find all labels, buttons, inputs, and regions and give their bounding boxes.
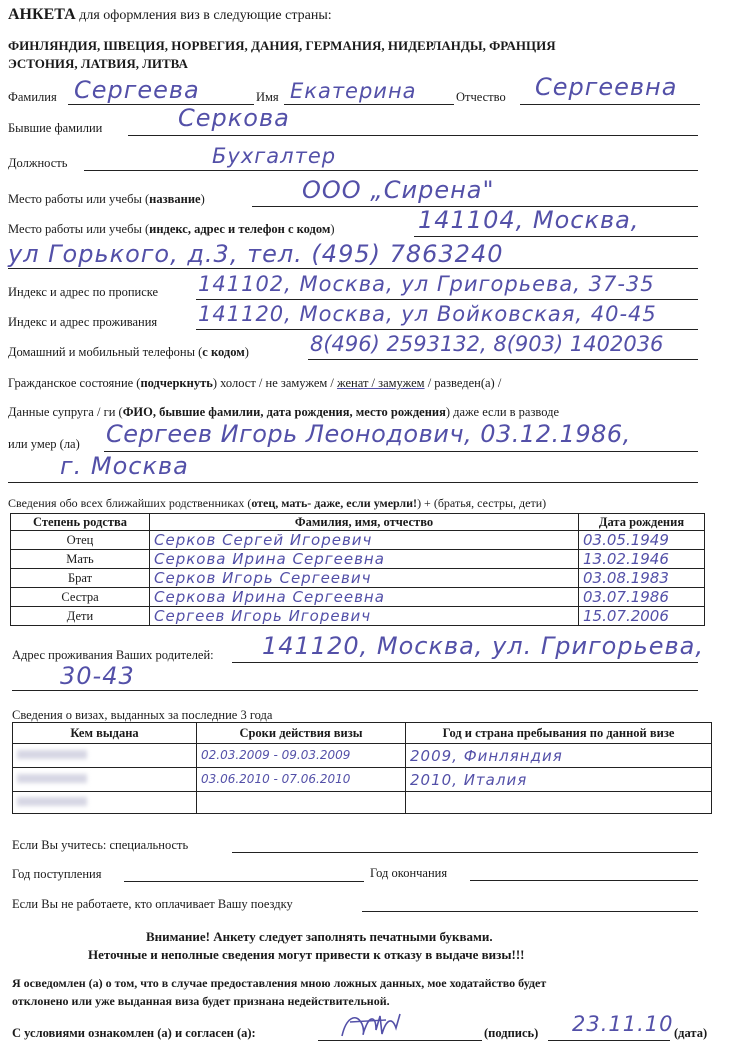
work-name-label bbox=[8, 192, 205, 207]
civil-label-start: Гражданское состояние ( bbox=[8, 376, 141, 390]
payer-line[interactable] bbox=[362, 911, 698, 912]
notice-line-2: Неточные и неполные сведения могут привести к отказу в выдаче визы!!! bbox=[88, 947, 525, 962]
relative-degree: Отец bbox=[11, 531, 150, 550]
table-row bbox=[11, 550, 705, 569]
work-addr-value-1[interactable]: 141104, Москва, bbox=[418, 206, 640, 234]
signature-scribble[interactable] bbox=[336, 1006, 416, 1046]
col-stay: Год и страна пребывания по данной визе bbox=[406, 723, 712, 744]
visa-stay-cell[interactable] bbox=[406, 792, 712, 814]
relatives-intro-start: Сведения обо всех ближайших родственниках ( bbox=[8, 496, 252, 510]
relative-name: Сергеев Игорь Игоревич bbox=[154, 607, 372, 625]
work-addr-line-2 bbox=[8, 268, 698, 269]
consent-label: С условиями ознакомлен (а) и согласен (а): bbox=[12, 1026, 256, 1040]
work-addr-label bbox=[8, 222, 335, 237]
relative-name-cell[interactable] bbox=[150, 531, 579, 550]
former-value[interactable]: Серкова bbox=[178, 104, 290, 132]
civil-rest: / разведен(а) / bbox=[427, 376, 502, 390]
redacted-mark bbox=[17, 797, 87, 806]
reg-value[interactable]: 141102, Москва, ул Григорьева, 37-35 bbox=[198, 272, 655, 296]
relatives-intro-end: ) + (братья, сестры, дети) bbox=[417, 496, 547, 510]
relative-date-cell[interactable] bbox=[579, 569, 705, 588]
phones-label-bold: с кодом bbox=[202, 345, 245, 359]
spouse-label-bold: ФИО, бывшие фамилии, дата рождения, место рождения bbox=[122, 405, 446, 419]
live-line bbox=[196, 329, 698, 330]
relative-name-cell[interactable] bbox=[150, 607, 579, 626]
notice-line-1: Внимание! Анкету следует заполнять печатными буквами. bbox=[146, 929, 493, 944]
declaration-line-2: отклонено или уже выданная виза будет признана недействительной. bbox=[12, 994, 390, 1008]
relative-date: 13.02.1946 bbox=[583, 550, 669, 568]
col-issued-by: Кем выдана bbox=[13, 723, 197, 744]
position-label: Должность bbox=[8, 156, 68, 170]
name-value[interactable]: Екатерина bbox=[290, 79, 417, 103]
visa-stay: 2010, Италия bbox=[410, 770, 528, 789]
relatives-intro-bold: отец, мать- даже, если умерли! bbox=[251, 496, 418, 510]
date-line bbox=[548, 1040, 670, 1041]
relative-degree: Мать bbox=[11, 550, 150, 569]
position-line bbox=[84, 170, 698, 171]
work-name-label-end: ) bbox=[200, 192, 205, 206]
relative-date: 03.07.1986 bbox=[583, 588, 669, 606]
work-addr-line-1 bbox=[414, 236, 698, 237]
parents-address-label: Адрес проживания Ваших родителей: bbox=[12, 648, 214, 662]
civil-selected[interactable]: женат / замужем bbox=[337, 376, 425, 390]
visas-table bbox=[12, 722, 712, 814]
date-value[interactable]: 23.11.10 bbox=[572, 1012, 674, 1036]
parents-address-value-1[interactable]: 141120, Москва, ул. Григорьева, bbox=[262, 632, 704, 660]
col-birthdate: Дата рождения bbox=[579, 514, 705, 531]
surname-label: Фамилия bbox=[8, 90, 57, 104]
spouse-value-1[interactable]: Сергеев Игорь Леонодович, 03.12.1986, bbox=[106, 420, 631, 448]
relative-date-cell[interactable] bbox=[579, 550, 705, 569]
civil-label-end: ) холост / не замужем / bbox=[212, 376, 334, 390]
relative-date-cell[interactable] bbox=[579, 531, 705, 550]
reg-label: Индекс и адрес по прописке bbox=[8, 285, 159, 299]
visa-stay-cell[interactable] bbox=[406, 768, 712, 792]
graduation-line[interactable] bbox=[470, 880, 698, 881]
admission-line[interactable] bbox=[124, 881, 364, 882]
table-row bbox=[11, 607, 705, 626]
payer-label: Если Вы не работаете, кто оплачивает Вашу поездку bbox=[12, 897, 293, 911]
relative-name-cell[interactable] bbox=[150, 588, 579, 607]
visa-period-cell[interactable] bbox=[197, 744, 406, 768]
visa-stay: 2009, Финляндия bbox=[410, 746, 563, 765]
relative-name: Серков Сергей Игоревич bbox=[154, 531, 373, 549]
phones-value[interactable]: 8(496) 2593132, 8(903) 1402036 bbox=[310, 332, 664, 356]
visa-period: 03.06.2010 - 07.06.2010 bbox=[201, 772, 351, 787]
visa-stay-cell[interactable] bbox=[406, 744, 712, 768]
phones-label-end: ) bbox=[244, 345, 249, 359]
table-row bbox=[13, 744, 712, 768]
title-bold: АНКЕТА bbox=[8, 6, 76, 23]
relative-date-cell[interactable] bbox=[579, 588, 705, 607]
former-line bbox=[128, 135, 698, 136]
relative-name: Серкова Ирина Сергеевна bbox=[154, 588, 385, 606]
declaration-line-1: Я осведомлен (а) о том, что в случае предоставления мною ложных данных, мое ходатайство будет bbox=[12, 976, 547, 990]
phones-line bbox=[308, 359, 698, 360]
relative-date: 03.08.1983 bbox=[583, 569, 669, 587]
relatives-header-row bbox=[11, 514, 705, 531]
surname-value[interactable]: Сергеева bbox=[74, 76, 200, 104]
civil-label-bold: подчеркнуть bbox=[140, 376, 213, 390]
live-value[interactable]: 141120, Москва, ул Войковская, 40-45 bbox=[198, 302, 657, 326]
work-addr-value-2[interactable]: ул Горького, д.3, тел. (495) 7863240 bbox=[8, 240, 504, 268]
patronymic-value[interactable]: Сергеевна bbox=[535, 73, 678, 101]
date-label: (дата) bbox=[674, 1026, 708, 1040]
redacted-mark bbox=[17, 774, 87, 783]
visa-period-cell[interactable] bbox=[197, 792, 406, 814]
relative-name-cell[interactable] bbox=[150, 569, 579, 588]
name-line bbox=[284, 104, 454, 105]
col-validity: Сроки действия визы bbox=[197, 723, 406, 744]
reg-line bbox=[196, 299, 698, 300]
parents-address-line-2 bbox=[12, 690, 698, 691]
visa-issued-by[interactable] bbox=[13, 744, 197, 768]
table-row bbox=[11, 588, 705, 607]
table-row bbox=[13, 792, 712, 814]
redacted-mark bbox=[17, 750, 87, 759]
spouse-line-1 bbox=[104, 451, 698, 452]
visas-header-row bbox=[13, 723, 712, 744]
work-name-label-bold: название bbox=[149, 192, 201, 206]
civil-label bbox=[8, 376, 501, 391]
countries-line-2: ЭСТОНИЯ, ЛАТВИЯ, ЛИТВА bbox=[8, 56, 188, 71]
former-label: Бывшие фамилии bbox=[8, 121, 103, 135]
graduation-label: Год окончания bbox=[370, 866, 448, 880]
table-row bbox=[11, 531, 705, 550]
visa-period: 02.03.2009 - 09.03.2009 bbox=[201, 748, 351, 763]
relatives-intro bbox=[8, 496, 546, 511]
speciality-line[interactable] bbox=[232, 852, 698, 853]
relative-name: Серков Игорь Сергеевич bbox=[154, 569, 372, 587]
relative-name-cell[interactable] bbox=[150, 550, 579, 569]
visa-period-cell[interactable] bbox=[197, 768, 406, 792]
spouse-value-2[interactable]: г. Москва bbox=[60, 452, 189, 480]
relative-degree: Сестра bbox=[11, 588, 150, 607]
relative-date-cell[interactable] bbox=[579, 607, 705, 626]
table-row bbox=[13, 768, 712, 792]
spouse-label-1 bbox=[8, 405, 559, 420]
work-addr-label-end: ) bbox=[330, 222, 335, 236]
live-label: Индекс и адрес проживания bbox=[8, 315, 158, 329]
spouse-label-start: Данные супруга / ги ( bbox=[8, 405, 123, 419]
form-title bbox=[8, 6, 332, 24]
col-degree: Степень родства bbox=[11, 514, 150, 531]
relatives-table bbox=[10, 513, 705, 626]
sign-label: (подпись) bbox=[484, 1026, 539, 1040]
parents-address-line-1 bbox=[232, 662, 698, 663]
spouse-line-2 bbox=[8, 482, 698, 483]
work-addr-label-bold: индекс, адрес и телефон с кодом bbox=[149, 222, 331, 236]
work-name-value[interactable]: ООО „Сирена" bbox=[302, 176, 495, 204]
phones-label-start: Домашний и мобильный телефоны ( bbox=[8, 345, 203, 359]
spouse-label-end: ) даже если в разводе bbox=[445, 405, 560, 419]
visa-issued-by[interactable] bbox=[13, 768, 197, 792]
countries-line-1: ФИНЛЯНДИЯ, ШВЕЦИЯ, НОРВЕГИЯ, ДАНИЯ, ГЕРМАНИЯ, НИДЕРЛАНДЫ, ФРАНЦИЯ bbox=[8, 38, 556, 53]
relative-degree: Брат bbox=[11, 569, 150, 588]
visa-issued-by[interactable] bbox=[13, 792, 197, 814]
spouse-label-2: или умер (ла) bbox=[8, 437, 80, 451]
speciality-label: Если Вы учитесь: специальность bbox=[12, 838, 189, 852]
relative-degree: Дети bbox=[11, 607, 150, 626]
patronymic-line bbox=[520, 104, 700, 105]
work-name-label-start: Место работы или учебы ( bbox=[8, 192, 150, 206]
table-row bbox=[11, 569, 705, 588]
col-fullname: Фамилия, имя, отчество bbox=[150, 514, 579, 531]
visas-intro: Сведения о визах, выданных за последние 3 года bbox=[12, 708, 273, 722]
parents-address-value-2[interactable]: 30-43 bbox=[60, 662, 135, 690]
patronymic-label: Отчество bbox=[456, 90, 506, 104]
relative-date: 15.07.2006 bbox=[583, 607, 669, 625]
title-rest: для оформления виз в следующие страны: bbox=[75, 8, 332, 23]
position-value[interactable]: Бухгалтер bbox=[212, 144, 337, 168]
relative-date: 03.05.1949 bbox=[583, 531, 669, 549]
relative-name: Серкова Ирина Сергеевна bbox=[154, 550, 385, 568]
phones-label bbox=[8, 345, 249, 360]
work-addr-label-start: Место работы или учебы ( bbox=[8, 222, 150, 236]
admission-label: Год поступления bbox=[12, 867, 102, 881]
name-label: Имя bbox=[256, 90, 279, 104]
